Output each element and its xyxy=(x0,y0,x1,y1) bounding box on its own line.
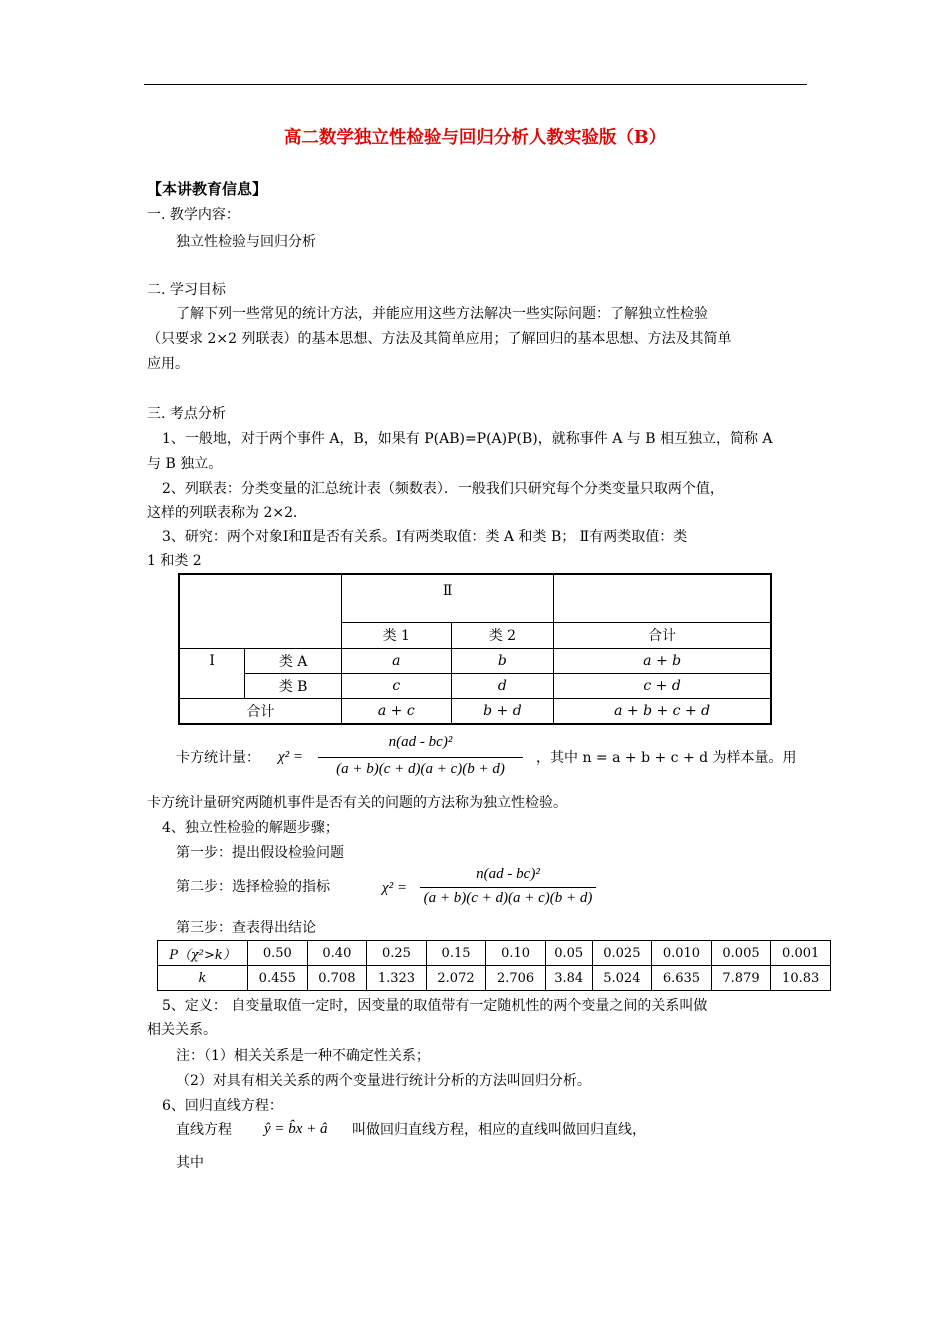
row-label: 类 A xyxy=(245,648,342,673)
cell: c xyxy=(341,673,451,698)
step2: 第二步：选择检验的指标 xyxy=(176,879,330,895)
table-corner xyxy=(179,574,341,648)
chi-denominator: (a + b)(c + d)(a + c)(b + d) xyxy=(336,761,505,777)
top-rule xyxy=(144,84,807,85)
sub-header: 类 1 xyxy=(341,622,451,648)
p-value: 0.25 xyxy=(367,941,427,966)
cell: a + b + c + d xyxy=(554,698,771,724)
sec3-heading: 三. 考点分析 xyxy=(147,406,226,422)
sec3-p2: 2、列联表：分类变量的汇总统计表（频数表）．一般我们只研究每个分类变量只取两个值， xyxy=(162,481,724,497)
p-value: 0.001 xyxy=(771,941,831,966)
contingency-table xyxy=(178,573,772,725)
sec2-line: （只要求 2×2 列联表）的基本思想、方法及其简单应用；了解回归的基本思想、方法及其简单 xyxy=(147,331,732,347)
cell: a + c xyxy=(341,698,451,724)
step3: 第三步：查表得出结论 xyxy=(176,920,316,936)
k-value: 10.83 xyxy=(771,966,831,991)
k-row xyxy=(158,966,831,991)
step1: 第一步：提出假设检验问题 xyxy=(176,845,344,861)
k-value: 0.455 xyxy=(248,966,308,991)
sec6-heading: 6、回归直线方程： xyxy=(162,1098,283,1114)
sec5-line: 相关关系。 xyxy=(147,1022,217,1038)
k-label: k xyxy=(158,966,248,991)
sec4-heading: 4、独立性检验的解题步骤； xyxy=(162,820,339,836)
chi-lhs: χ² = xyxy=(278,749,303,765)
cell: a + b xyxy=(554,648,771,673)
k-value: 7.879 xyxy=(711,966,771,991)
chi-lead: 卡方统计量： xyxy=(176,750,260,766)
p-row xyxy=(158,941,831,966)
sec6-lead: 直线方程 xyxy=(176,1122,232,1138)
sec2-line: 应用。 xyxy=(147,356,189,372)
cell: b + d xyxy=(451,698,554,724)
k-value: 3.84 xyxy=(545,966,592,991)
k-value: 5.024 xyxy=(592,966,652,991)
total-label: 合计 xyxy=(179,698,341,724)
k-value: 1.323 xyxy=(367,966,427,991)
p-value: 0.05 xyxy=(545,941,592,966)
cell: c + d xyxy=(554,673,771,698)
p-value: 0.025 xyxy=(592,941,652,966)
p-value: 0.10 xyxy=(486,941,546,966)
sub-header: 合计 xyxy=(554,622,771,648)
step2-lhs: χ² = xyxy=(382,880,407,896)
cell: d xyxy=(451,673,554,698)
sec6-desc: 叫做回归直线方程，相应的直线叫做回归直线， xyxy=(352,1122,646,1138)
note2: （2）对具有相关关系的两个变量进行统计分析的方法叫回归分析。 xyxy=(176,1073,591,1089)
sec3-p3: 1 和类 2 xyxy=(147,553,202,569)
step2-denominator: (a + b)(c + d)(a + c)(b + d) xyxy=(423,890,593,906)
col-header: Ⅱ xyxy=(341,574,553,622)
sec6-where: 其中 xyxy=(176,1155,204,1171)
sec1-body: 独立性检验与回归分析 xyxy=(176,234,316,250)
sub-header: 类 2 xyxy=(451,622,554,648)
step2-fraction-bar xyxy=(420,887,596,888)
sec3-p2: 这样的列联表称为 2×2． xyxy=(147,505,307,521)
step2-numerator: n(ad - bc)² xyxy=(476,866,540,882)
info-header: 【本讲教育信息】 xyxy=(147,180,268,198)
sec3-p3: 3、研究：两个对象Ⅰ和Ⅱ是否有关系。Ⅰ有两类取值：类 A 和类 B； Ⅱ有两类取值：类 xyxy=(162,529,688,545)
p-label: P（χ²>k） xyxy=(158,941,248,966)
sec5-line: 5、定义： 自变量取值一定时，因变量的取值带有一定随机性的两个变量之间的关系叫做 xyxy=(162,998,708,1014)
k-value: 2.706 xyxy=(486,966,546,991)
note1: 注：（1）相关关系是一种不确定性关系； xyxy=(176,1048,430,1064)
sec3-p1: 1、一般地，对于两个事件 A，B，如果有 P(AB)=P(A)P(B)，就称事件 A 与 B 相互独立，简称 A xyxy=(162,431,773,447)
critical-value-table xyxy=(157,940,831,991)
p-value: 0.005 xyxy=(711,941,771,966)
p-value: 0.40 xyxy=(307,941,367,966)
sec2-line: 了解下列一些常见的统计方法，并能应用这些方法解决一些实际问题：了解独立性检验 xyxy=(176,306,708,322)
col-header-blank xyxy=(554,574,771,622)
sec1-heading: 一. 教学内容： xyxy=(147,207,240,223)
chi-numerator: n(ad - bc)² xyxy=(388,734,453,750)
regression-formula: ŷ = b̂x + â xyxy=(264,1121,328,1137)
chi-line2: 卡方统计量研究两随机事件是否有关的问题的方法称为独立性检验。 xyxy=(147,795,567,811)
p-value: 0.15 xyxy=(426,941,486,966)
page-title: 高二数学独立性检验与回归分析人教实验版（B） xyxy=(283,128,667,148)
cell: b xyxy=(451,648,554,673)
sec3-p1: 与 B 独立。 xyxy=(147,456,223,472)
p-value: 0.010 xyxy=(652,941,712,966)
k-value: 0.708 xyxy=(307,966,367,991)
row-label: 类 B xyxy=(245,673,342,698)
chi-fraction-bar xyxy=(318,757,523,758)
sec2-heading: 二. 学习目标 xyxy=(147,282,226,298)
k-value: 2.072 xyxy=(426,966,486,991)
p-value: 0.50 xyxy=(248,941,308,966)
row-group-label: Ⅰ xyxy=(179,648,245,698)
cell: a xyxy=(341,648,451,673)
chi-after: ，其中 n = a + b + c + d 为样本量。用 xyxy=(536,750,797,766)
k-value: 6.635 xyxy=(652,966,712,991)
